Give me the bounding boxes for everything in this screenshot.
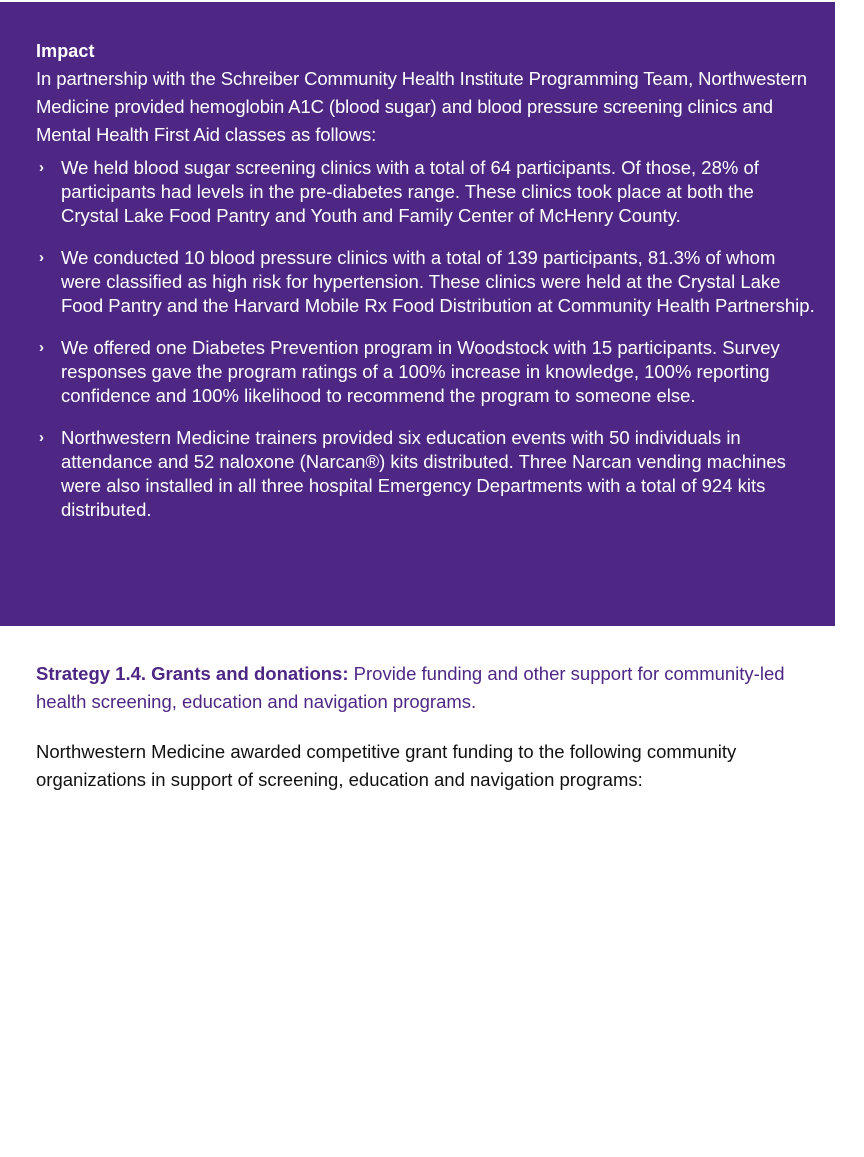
impact-bullet-text: We offered one Diabetes Prevention program in Woodstock with 15 participants. Survey responses gave the program ratings of a 100% increase in knowledge, 100% reporting confidence and 100% likelihood to recommend the program to someone else. [61,337,780,406]
chevron-right-icon: › [39,249,44,266]
chevron-right-icon: › [39,339,44,356]
impact-bullet-text: Northwestern Medicine trainers provided six education events with 50 individuals in attendance and 52 naloxone (Narcan®) kits distributed. Three Narcan vending machines were also installed in all three hospital Emergency Departments with a total of 924 kits distributed. [61,427,786,520]
impact-bullet-item [36,156,815,228]
impact-bullet-item [36,336,815,408]
impact-bullet-item [36,246,815,318]
chevron-right-icon: › [39,159,44,176]
impact-heading: Impact [36,41,95,61]
impact-bullet-list [36,156,815,522]
grant-intro-paragraph: Northwestern Medicine awarded competitive grant funding to the following community organizations in support of screening, education and navigation programs: [36,741,737,790]
impact-panel [0,2,835,626]
chevron-right-icon: › [39,429,44,446]
impact-bullet-text: We conducted 10 blood pressure clinics with a total of 139 participants, 81.3% of whom were classified as high risk for hypertension. These clinics were held at the Crystal Lake Food Pantry and the Harvard Mobile Rx Food Distribution at Community Health Partnership. [61,247,815,316]
strategy-label: Strategy 1.4. Grants and donations: [36,663,349,684]
impact-intro: In partnership with the Schreiber Community Health Institute Programming Team, Northwestern Medicine provided hemoglobin A1C (blood sugar) and blood pressure screening clinics and Mental Health First Aid classes as follows: [36,68,807,145]
strategy-text: Provide funding and other support for community-led health screening, education and navigation programs. [36,663,785,712]
impact-bullet-text: We held blood sugar screening clinics with a total of 64 participants. Of those, 28% of participants had levels in the pre-diabetes range. These clinics took place at both the Crystal Lake Food Pantry and Youth and Family Center of McHenry County. [61,157,759,226]
strategy-statement [36,660,826,716]
impact-bullet-item [36,426,815,522]
